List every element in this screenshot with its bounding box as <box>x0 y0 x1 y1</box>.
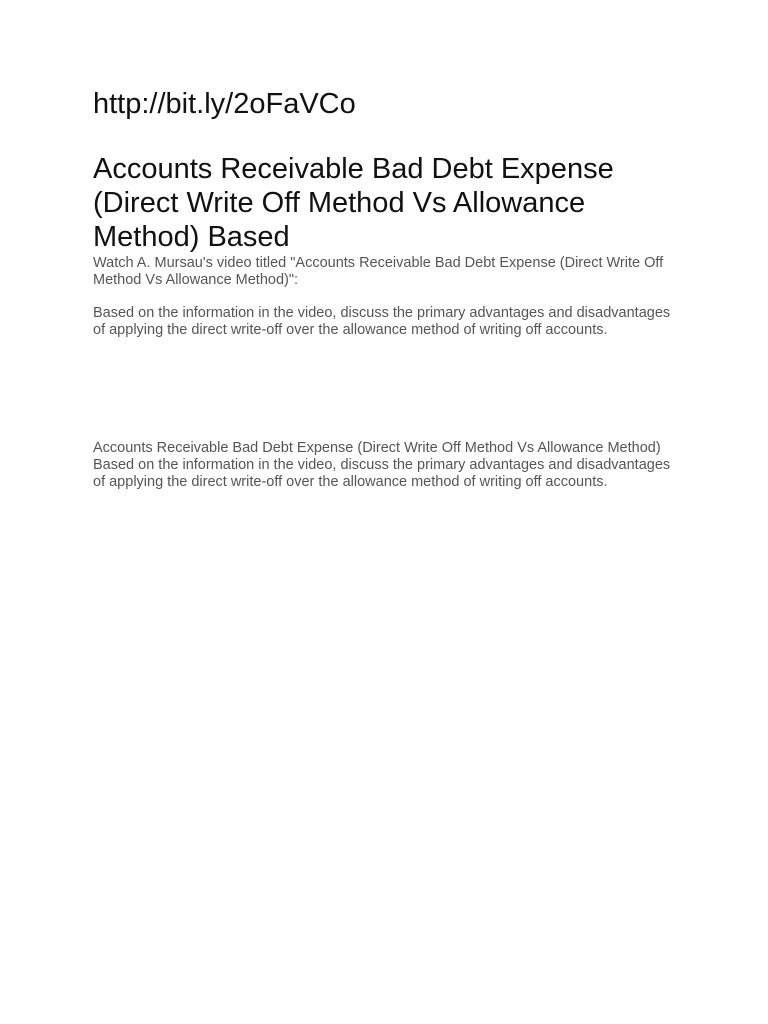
question-paragraph: Based on the information in the video, discuss the primary advantages and disadvantages of applying the direct write-off over the allowance method of writing off accounts. <box>93 305 671 338</box>
summary-paragraph: Accounts Receivable Bad Debt Expense (Direct Write Off Method Vs Allowance Method) Based on the information in the video, discuss the primary advantages and disadvantages of applying the direct write-off over the allowance method of writing off accounts. <box>93 440 671 490</box>
instruction-paragraph: Watch A. Mursau's video titled "Accounts Receivable Bad Debt Expense (Direct Write Off Method Vs Allowance Method)": <box>93 255 664 288</box>
shortened-link[interactable]: http://bit.ly/2oFaVCo <box>93 88 356 120</box>
document-title: Accounts Receivable Bad Debt Expense (Direct Write Off Method Vs Allowance Method) Based <box>93 153 614 253</box>
